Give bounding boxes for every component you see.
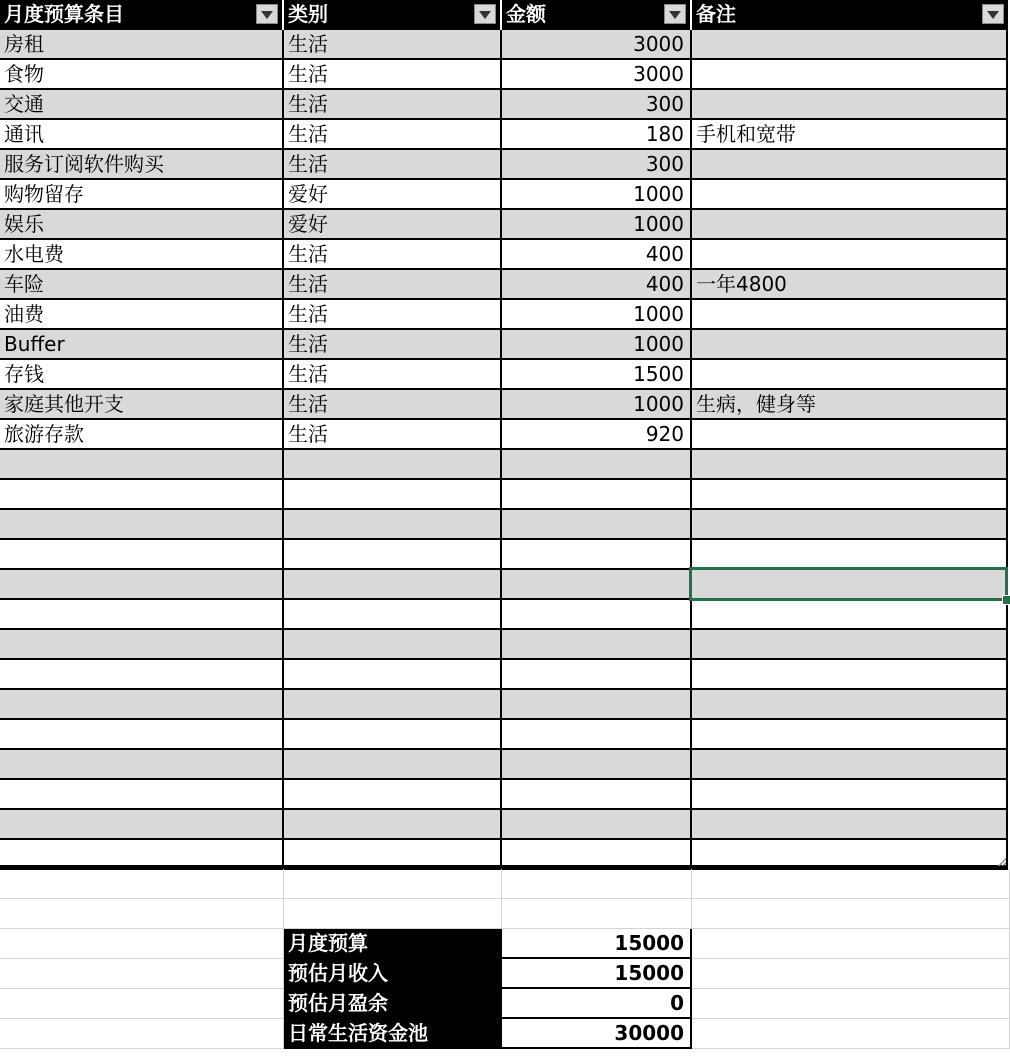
table-row (0, 360, 1010, 390)
cell-category[interactable]: 生活 (284, 420, 502, 450)
empty-cell[interactable] (692, 959, 1010, 989)
table-row (0, 540, 1010, 570)
cell-category[interactable]: 生活 (284, 270, 502, 300)
table-row (0, 180, 1010, 210)
cell-category[interactable] (284, 510, 502, 540)
empty-cell[interactable] (0, 959, 284, 989)
table-resize-handle[interactable] (998, 858, 1006, 866)
cell-note[interactable] (692, 690, 1008, 720)
header-label: 金额 (506, 2, 546, 26)
cell-note[interactable] (692, 60, 1008, 90)
cell-category[interactable]: 生活 (284, 240, 502, 270)
cell-note[interactable]: 手机和宽带 (692, 120, 1008, 150)
cell-amount[interactable]: 1500 (502, 360, 692, 390)
cell-item[interactable]: 车险 (0, 270, 284, 300)
cell-amount[interactable]: 3000 (502, 60, 692, 90)
cell-note[interactable] (692, 720, 1008, 750)
cell-item[interactable] (0, 780, 284, 810)
cell-item[interactable]: 购物留存 (0, 180, 284, 210)
selected-cell-outline[interactable] (689, 567, 1008, 601)
cell-category[interactable] (284, 600, 502, 630)
chevron-down-icon[interactable] (474, 4, 496, 24)
header-cell-note[interactable] (692, 0, 1008, 30)
cell-note[interactable] (692, 510, 1008, 540)
empty-cell[interactable] (284, 899, 502, 929)
table-row (0, 120, 1010, 150)
summary-label[interactable]: 月度预算 (284, 929, 502, 959)
cell-item[interactable] (0, 540, 284, 570)
summary-label[interactable]: 日常生活资金池 (284, 1019, 502, 1049)
cell-category[interactable]: 生活 (284, 120, 502, 150)
cell-category[interactable] (284, 720, 502, 750)
empty-cell[interactable] (0, 1019, 284, 1049)
header-label: 月度预算条目 (4, 2, 124, 26)
cell-note[interactable] (692, 330, 1008, 360)
cell-amount[interactable] (502, 570, 692, 600)
empty-cell[interactable] (0, 929, 284, 959)
empty-cell[interactable] (502, 869, 692, 899)
cell-item[interactable]: 娱乐 (0, 210, 284, 240)
cell-amount[interactable] (502, 660, 692, 690)
cell-amount[interactable] (502, 540, 692, 570)
cell-note[interactable] (692, 600, 1008, 630)
header-cell-category[interactable] (284, 0, 502, 30)
summary-label[interactable]: 预估月收入 (284, 959, 502, 989)
cell-amount[interactable]: 920 (502, 420, 692, 450)
cell-amount[interactable] (502, 780, 692, 810)
cell-category[interactable]: 生活 (284, 150, 502, 180)
empty-cell[interactable] (284, 869, 502, 899)
cell-item[interactable]: 存钱 (0, 360, 284, 390)
table-header-row (0, 0, 1010, 30)
fill-handle[interactable] (1002, 595, 1010, 605)
cell-category[interactable]: 生活 (284, 30, 502, 60)
cell-amount[interactable] (502, 510, 692, 540)
cell-note[interactable] (692, 450, 1008, 480)
cell-category[interactable]: 生活 (284, 60, 502, 90)
table-row (0, 630, 1010, 660)
empty-cell[interactable] (692, 989, 1010, 1019)
empty-cell[interactable] (692, 1019, 1010, 1049)
cell-note[interactable]: 生病，健身等 (692, 390, 1008, 420)
header-cell-item[interactable] (0, 0, 284, 30)
cell-amount[interactable]: 3000 (502, 30, 692, 60)
cell-item[interactable]: 水电费 (0, 240, 284, 270)
cell-note[interactable] (692, 810, 1008, 840)
table-row (0, 30, 1010, 60)
table-row (0, 420, 1010, 450)
cell-item[interactable] (0, 750, 284, 780)
cell-note[interactable] (692, 360, 1008, 390)
cell-amount[interactable] (502, 630, 692, 660)
cell-item[interactable]: 旅游存款 (0, 420, 284, 450)
empty-grid-row (0, 869, 1010, 899)
cell-item[interactable]: 家庭其他开支 (0, 390, 284, 420)
table-row (0, 660, 1010, 690)
cell-amount[interactable] (502, 810, 692, 840)
cell-note[interactable] (692, 150, 1008, 180)
cell-item[interactable] (0, 720, 284, 750)
cell-category[interactable] (284, 690, 502, 720)
table-row (0, 90, 1010, 120)
table-row (0, 810, 1010, 840)
cell-item[interactable] (0, 510, 284, 540)
cell-amount[interactable] (502, 720, 692, 750)
cell-category[interactable]: 生活 (284, 360, 502, 390)
summary-value[interactable]: 15000 (502, 929, 692, 959)
empty-cell[interactable] (502, 899, 692, 929)
cell-amount[interactable]: 1000 (502, 330, 692, 360)
cell-note[interactable] (692, 30, 1008, 60)
cell-amount[interactable] (502, 750, 692, 780)
cell-amount[interactable]: 300 (502, 90, 692, 120)
cell-note[interactable]: 一年4800 (692, 270, 1008, 300)
table-row (0, 240, 1010, 270)
summary-value[interactable]: 0 (502, 989, 692, 1019)
header-label: 类别 (288, 2, 328, 26)
table-row (0, 210, 1010, 240)
header-label: 备注 (696, 2, 736, 26)
table-row (0, 150, 1010, 180)
empty-cell[interactable] (0, 989, 284, 1019)
cell-category[interactable] (284, 450, 502, 480)
cell-category[interactable]: 爱好 (284, 210, 502, 240)
cell-amount[interactable]: 180 (502, 120, 692, 150)
cell-amount[interactable]: 1000 (502, 180, 692, 210)
empty-cell[interactable] (0, 899, 284, 929)
cell-category[interactable] (284, 540, 502, 570)
table-row (0, 270, 1010, 300)
cell-item[interactable]: 油费 (0, 300, 284, 330)
cell-item[interactable] (0, 690, 284, 720)
table-row (0, 60, 1010, 90)
table-row (0, 750, 1010, 780)
chevron-down-icon[interactable] (982, 4, 1004, 24)
cell-category[interactable] (284, 810, 502, 840)
cell-item[interactable]: Buffer (0, 330, 284, 360)
cell-amount[interactable]: 1000 (502, 300, 692, 330)
cell-amount[interactable]: 400 (502, 270, 692, 300)
table-row (0, 330, 1010, 360)
cell-category[interactable]: 生活 (284, 390, 502, 420)
cell-item[interactable] (0, 660, 284, 690)
cell-note[interactable] (692, 300, 1008, 330)
table-row (0, 600, 1010, 630)
cell-amount[interactable]: 1000 (502, 210, 692, 240)
cell-category[interactable] (284, 660, 502, 690)
cell-category[interactable] (284, 780, 502, 810)
cell-item[interactable] (0, 630, 284, 660)
cell-item[interactable] (0, 810, 284, 840)
cell-item[interactable] (0, 450, 284, 480)
cell-item[interactable]: 食物 (0, 60, 284, 90)
table-row (0, 390, 1010, 420)
cell-category[interactable]: 生活 (284, 90, 502, 120)
cell-note[interactable] (692, 90, 1008, 120)
table-row (0, 510, 1010, 540)
cell-note[interactable] (692, 210, 1008, 240)
cell-note[interactable] (692, 480, 1008, 510)
chevron-down-icon[interactable] (256, 4, 278, 24)
summary-value[interactable]: 30000 (502, 1019, 692, 1049)
cell-note[interactable] (692, 180, 1008, 210)
cell-note[interactable] (692, 780, 1008, 810)
cell-note[interactable] (692, 660, 1008, 690)
table-row (0, 450, 1010, 480)
cell-item[interactable]: 服务订阅软件购买 (0, 150, 284, 180)
table-row (0, 720, 1010, 750)
cell-item[interactable] (0, 570, 284, 600)
cell-item[interactable] (0, 480, 284, 510)
table-row (0, 690, 1010, 720)
empty-cell[interactable] (0, 869, 284, 899)
cell-amount[interactable] (502, 480, 692, 510)
chevron-down-icon[interactable] (664, 4, 686, 24)
cell-category[interactable]: 生活 (284, 300, 502, 330)
cell-item[interactable]: 交通 (0, 90, 284, 120)
cell-amount[interactable]: 400 (502, 240, 692, 270)
cell-amount[interactable]: 300 (502, 150, 692, 180)
cell-note[interactable] (692, 750, 1008, 780)
empty-cell[interactable] (692, 899, 1010, 929)
cell-note[interactable] (692, 630, 1008, 660)
header-cell-amount[interactable] (502, 0, 692, 30)
cell-item[interactable]: 房租 (0, 30, 284, 60)
summary-value[interactable]: 15000 (502, 959, 692, 989)
table-row (0, 780, 1010, 810)
cell-category[interactable]: 爱好 (284, 180, 502, 210)
cell-amount[interactable]: 1000 (502, 390, 692, 420)
table-row (0, 480, 1010, 510)
cell-category[interactable] (284, 630, 502, 660)
cell-amount[interactable] (502, 690, 692, 720)
cell-note[interactable] (692, 420, 1008, 450)
cell-amount[interactable] (502, 600, 692, 630)
cell-category[interactable]: 生活 (284, 330, 502, 360)
cell-category[interactable] (284, 750, 502, 780)
cell-category[interactable] (284, 570, 502, 600)
summary-label[interactable]: 预估月盈余 (284, 989, 502, 1019)
cell-note[interactable] (692, 240, 1008, 270)
cell-note[interactable] (692, 540, 1008, 570)
cell-item[interactable]: 通讯 (0, 120, 284, 150)
cell-item[interactable] (0, 600, 284, 630)
cell-amount[interactable] (502, 450, 692, 480)
empty-grid-row (0, 899, 1010, 929)
empty-cell[interactable] (692, 929, 1010, 959)
table-row (0, 300, 1010, 330)
empty-cell[interactable] (692, 869, 1010, 899)
cell-category[interactable] (284, 480, 502, 510)
